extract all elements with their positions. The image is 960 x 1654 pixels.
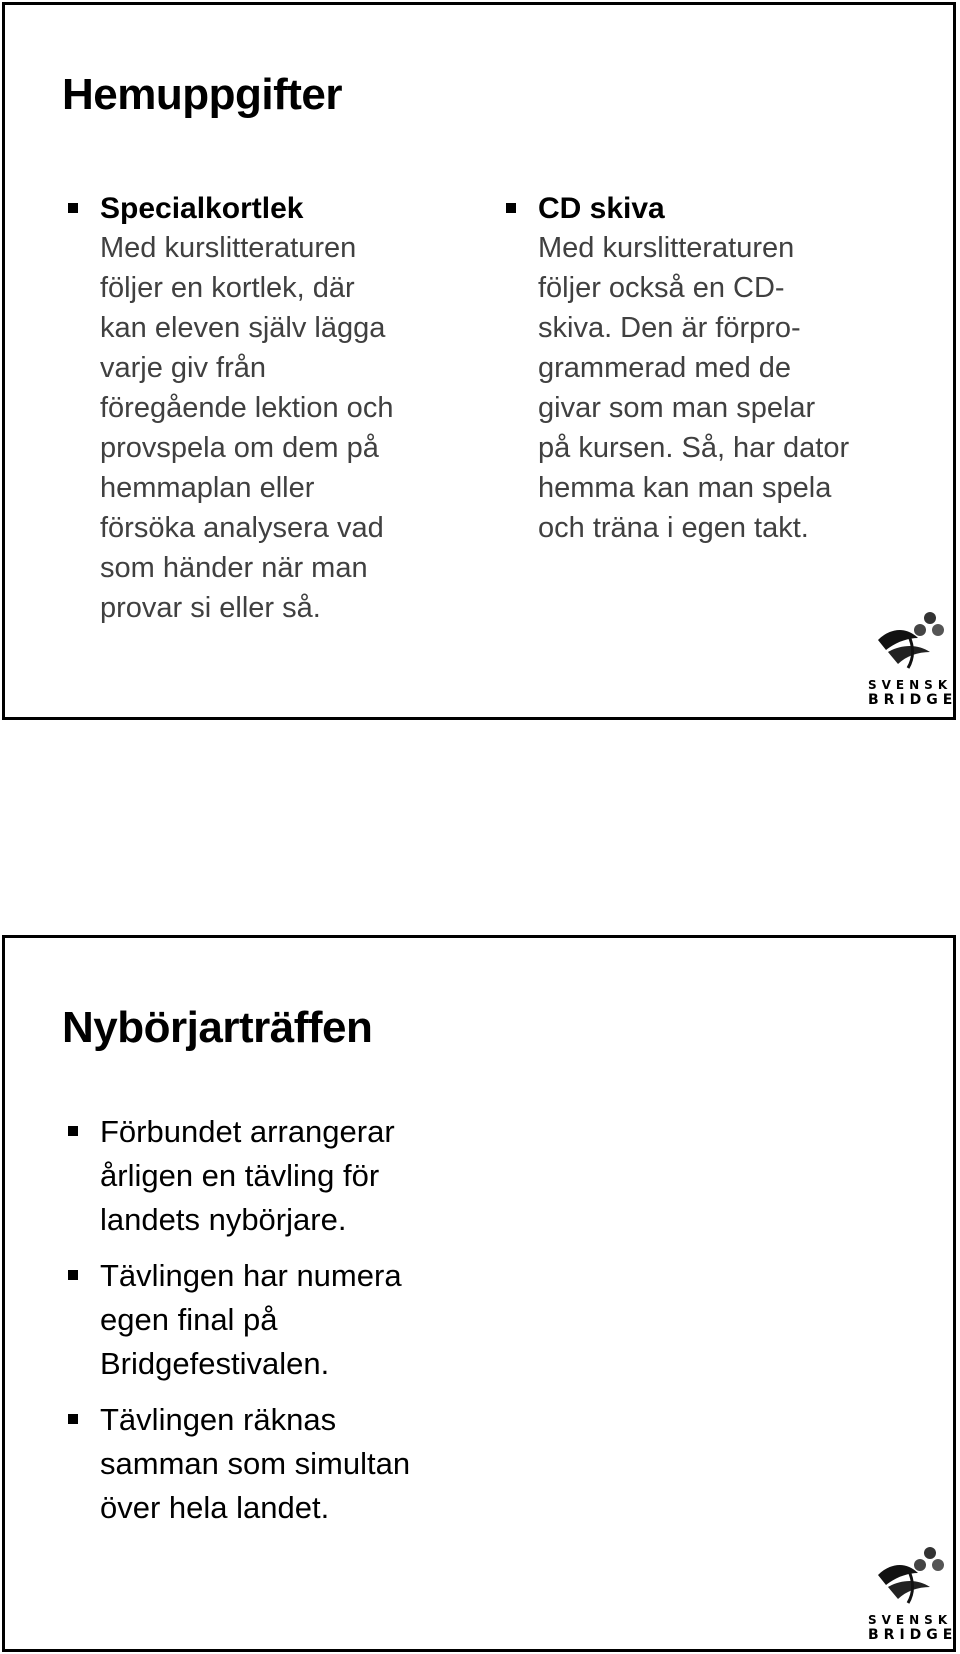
text-line: landets nybörjare. <box>100 1202 347 1237</box>
bullet-square-icon <box>68 1270 78 1280</box>
svensk-bridge-logo <box>868 610 958 710</box>
text-line: Bridgefestivalen. <box>100 1346 330 1381</box>
text-line: Tävlingen har numera <box>100 1258 402 1293</box>
bullet-cd-skiva <box>500 190 920 548</box>
text-line: grammerad med de <box>538 352 792 384</box>
logo-line2: BRIDGE <box>868 692 958 708</box>
svensk-bridge-logo <box>868 1545 958 1645</box>
bullet-specialkortlek <box>62 190 462 628</box>
text-line: egen final på <box>100 1302 278 1337</box>
bullet-square-icon <box>68 1414 78 1424</box>
text-line: på kursen. Så, har dator <box>538 432 850 464</box>
bullet-square-icon <box>68 1126 78 1136</box>
text-line: hemma kan man spela <box>538 472 832 504</box>
text-line: provar si eller så. <box>100 592 321 624</box>
text-line: varje giv från <box>100 352 267 384</box>
logo-line1: SVENSK <box>868 678 953 692</box>
text-line: föregående lektion och <box>100 392 394 424</box>
text-line: Tävlingen räknas <box>100 1402 337 1437</box>
slide-title: Hemuppgifter <box>62 70 342 119</box>
bridge-flower-icon <box>868 1545 948 1613</box>
list-item <box>62 1254 502 1386</box>
text-line: följer också en CD- <box>538 272 785 304</box>
slide-title: Nybörjarträffen <box>62 1003 373 1052</box>
text-line: Förbundet arrangerar <box>100 1114 395 1149</box>
list-item <box>62 1398 502 1530</box>
text-line: försöka analysera vad <box>100 512 384 544</box>
text-line: kan eleven själv lägga <box>100 312 386 344</box>
text-line: hemmaplan eller <box>100 472 315 504</box>
text-line: Med kurslitteraturen <box>538 232 795 264</box>
text-line: över hela landet. <box>100 1490 330 1525</box>
text-line: samman som simultan <box>100 1446 411 1481</box>
text-line: och träna i egen takt. <box>538 512 809 544</box>
text-line: som händer när man <box>100 552 368 584</box>
logo-line2: BRIDGE <box>868 1627 958 1643</box>
list-item <box>62 1110 502 1242</box>
bullet-list <box>62 1110 502 1542</box>
bullet-heading: Specialkortlek <box>100 192 304 225</box>
bullet-body <box>538 228 920 548</box>
text-line: skiva. Den är förpro- <box>538 312 801 344</box>
text-line: Med kurslitteraturen <box>100 232 357 264</box>
bullet-body <box>100 228 462 628</box>
bullet-square-icon <box>68 203 78 213</box>
text-line: provspela om dem på <box>100 432 379 464</box>
text-line: följer en kortlek, där <box>100 272 355 304</box>
bullet-square-icon <box>506 203 516 213</box>
logo-line1: SVENSK <box>868 1613 953 1627</box>
text-line: givar som man spelar <box>538 392 816 424</box>
bridge-flower-icon <box>868 610 948 678</box>
text-line: årligen en tävling för <box>100 1158 380 1193</box>
bullet-heading: CD skiva <box>538 192 665 225</box>
